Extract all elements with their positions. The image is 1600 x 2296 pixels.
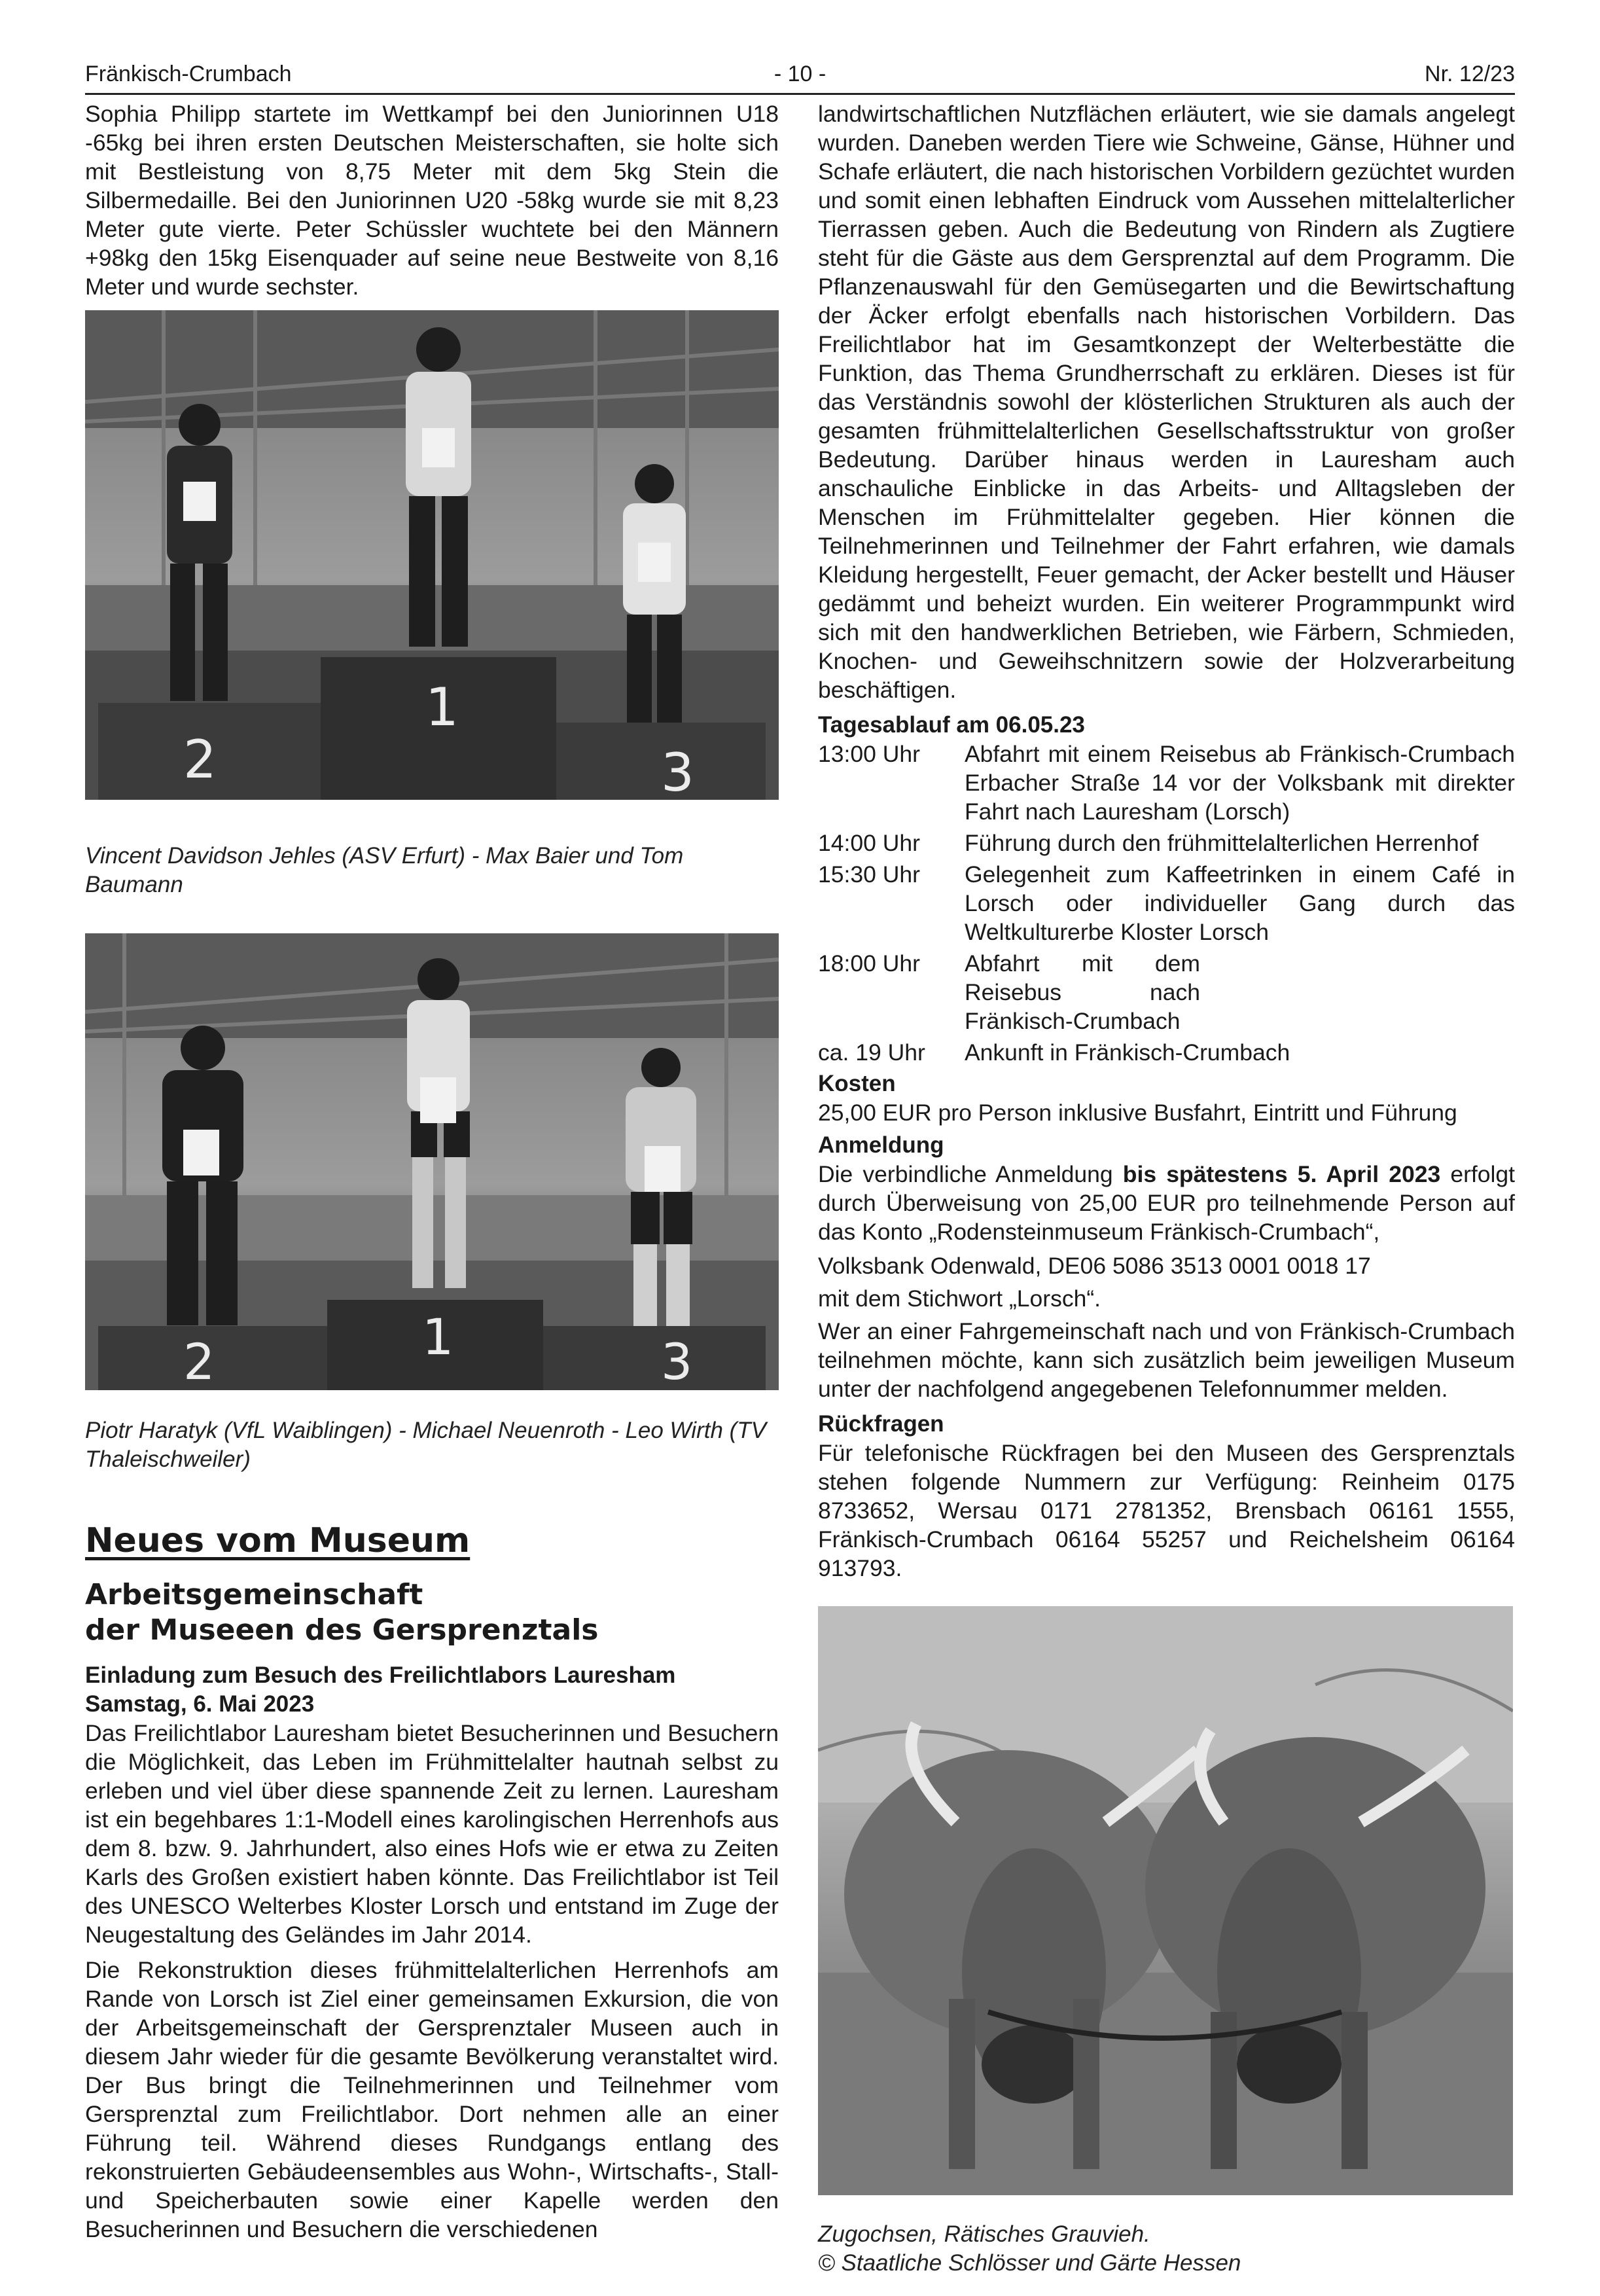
schedule-list bbox=[818, 740, 1515, 1067]
schedule-row bbox=[818, 740, 1515, 826]
podium-2-number: 2 bbox=[183, 729, 217, 790]
costs-title: Kosten bbox=[818, 1071, 896, 1096]
podium-1-number: 1 bbox=[422, 1308, 454, 1366]
event-title bbox=[85, 1661, 779, 1719]
oxen-photo bbox=[818, 1606, 1513, 2195]
registration-title: Anmeldung bbox=[818, 1132, 944, 1158]
photo2-caption: Piotr Haratyk (VfL Waiblingen) - Michael Neuenroth - Leo Wirth (TV Thaleischweiler) bbox=[85, 1418, 767, 1472]
schedule-text: Führung durch den frühmittelalterlichen Herrenhof bbox=[965, 830, 1479, 856]
article-paragraph-1: Das Freilichtlabor Lauresham bietet Besucherinnen und Besuchern die Möglichkeit, das Leben im Frühmittelalter hautnah selbst zu erleben und viel über diese spannende Zeit zu lernen. Lauresham ist ein begehbares 1:1-Modell eines karolingischen Herrenhofs aus dem 8. bzw. 9. Jahrhundert, also eines Hofs wie er etwa zu Zeiten Karls des Großen existiert haben könnte. Das Freilichtlabor ist Teil des UNESCO Welterbes Kloster Lorsch und entstand im Zuge der Neugestaltung des Geländes im Jahr 2014. bbox=[85, 1720, 779, 1948]
issue-number: Nr. 12/23 bbox=[1425, 62, 1515, 86]
schedule-time: ca. 19 Uhr bbox=[818, 1039, 925, 1066]
org-title bbox=[85, 1577, 779, 1648]
article-paragraph-2: Die Rekonstruktion dieses frühmittelalterlichen Herrenhofs am Rande von Lorsch ist Ziel einer gemeinsamen Exkursion, die von der Arbeitsgemeinschaft der Gersprenztaler Museen auch in diesem Jahr wieder für die gesamte Bevölkerung veranstaltet wird. Der Bus bringt die Teilnehmerinnen und Teilnehmer vom Gersprenztal zum Freilichtlabor. Dort nehmen alle an einer Führung teil. Während dieses Rundgangs entlang des rekonstruierten Gebäudeensembles aus Wohn-, Wirtschafts-, Stall- und Speicherbauten sowie einer Kapelle werden den Besucherinnen und Besuchern die verschiedenen bbox=[85, 1957, 779, 2242]
schedule-row bbox=[818, 860, 1515, 946]
schedule-title: Tagesablauf am 06.05.23 bbox=[818, 712, 1085, 738]
photo3-caption-line1: Zugochsen, Rätisches Grauvieh. bbox=[818, 2221, 1150, 2247]
photo3-caption-line2: © Staatliche Schlösser und Gärte Hessen bbox=[818, 2250, 1241, 2276]
podium-3-number: 3 bbox=[661, 742, 694, 800]
registration-text bbox=[818, 1160, 1515, 1246]
carpool-text: Wer an einer Fahrgemeinschaft nach und von Fränkisch-Crumbach teilnehmen möchte, kann sich zusätzlich beim jeweiligen Museum unter der nachfolgend angegebenen Telefonnummer melden. bbox=[818, 1318, 1515, 1402]
schedule-time: 13:00 Uhr bbox=[818, 741, 920, 767]
schedule-row bbox=[818, 949, 1515, 1035]
costs-text: 25,00 EUR pro Person inklusive Busfahrt, Eintritt und Führung bbox=[818, 1100, 1457, 1126]
left-column bbox=[85, 99, 779, 2244]
schedule-time: 18:00 Uhr bbox=[818, 950, 920, 977]
intro-paragraph: Sophia Philipp startete im Wettkampf bei den Juniorinnen U18 -65kg bei ihren ersten Deutschen Meisterschaften, sie holte sich mit Bestleistung von 8,75 Meter mit dem 5kg Stein die Silbermedaille. Bei den Juniorinnen U20 -58kg wurde sie mit 8,23 Meter gute vierte. Peter Schüssler wuchtete bei den Männern +98kg den 15kg Eisenquader auf seine neue Bestweite von 8,16 Meter und wurde sechster. bbox=[85, 101, 779, 300]
podium-photo-1 bbox=[85, 310, 779, 800]
page-number: - 10 - bbox=[773, 62, 827, 86]
header-title: Fränkisch-Crumbach bbox=[85, 62, 292, 86]
section-title: Neues vom Museum bbox=[85, 1521, 471, 1560]
questions-title: Rückfragen bbox=[818, 1411, 944, 1437]
schedule-row bbox=[818, 829, 1515, 857]
right-column bbox=[818, 99, 1515, 2278]
registration-text-start: Die verbindliche Anmeldung bbox=[818, 1161, 1123, 1187]
oxen-illustration bbox=[818, 1606, 1513, 2195]
schedule-time: 15:30 Uhr bbox=[818, 861, 920, 888]
podium-3-number: 3 bbox=[661, 1333, 693, 1390]
schedule-text: Abfahrt mit einem Reisebus ab Fränkisch-Crumbach Erbacher Straße 14 vor der Volksbank mit direkter Fahrt nach Lauresham (Lorsch) bbox=[965, 741, 1515, 825]
registration-deadline: bis spätestens 5. April 2023 bbox=[1122, 1161, 1441, 1187]
photo3-caption bbox=[818, 2220, 1515, 2278]
podium-2-number: 2 bbox=[183, 1333, 215, 1390]
schedule-text: Abfahrt mit dem Reisebus nach Fränkisch-Crumbach bbox=[965, 950, 1200, 1034]
bank-details: Volksbank Odenwald, DE06 5086 3513 0001 0018 17 bbox=[818, 1253, 1371, 1279]
schedule-row bbox=[818, 1038, 1515, 1067]
schedule-time: 14:00 Uhr bbox=[818, 830, 920, 856]
podium-photo-2 bbox=[85, 933, 779, 1390]
schedule-text: Ankunft in Fränkisch-Crumbach bbox=[965, 1039, 1290, 1066]
schedule-text: Gelegenheit zum Kaffeetrinken in einem Café in Lorsch oder individueller Gang durch das Weltkulturerbe Kloster Lorsch bbox=[965, 861, 1515, 945]
event-title-line2: Samstag, 6. Mai 2023 bbox=[85, 1691, 315, 1717]
photo1-caption: Vincent Davidson Jehles (ASV Erfurt) - Max Baier und Tom Baumann bbox=[85, 843, 684, 897]
org-title-line1: Arbeitsgemeinschaft bbox=[85, 1578, 423, 1611]
org-title-line2: der Museeen des Gersprenztals bbox=[85, 1613, 599, 1647]
article-paragraph-3: landwirtschaftlichen Nutzflächen erläutert, wie sie damals angelegt wurden. Daneben werden Tiere wie Schweine, Gänse, Hühner und Schafe erläutert, die nach historischen Vorbildern gezüchtet wurden und somit einen lebhaften Eindruck vom Aussehen mittelalterlicher Tierrassen geben. Auch die Bedeutung von Rindern als Zugtiere steht für die Gäste aus dem Gersprenztal auf dem Programm. Die Pflanzenauswahl für den Gemüsegarten und die Bewirtschaftung der Äcker erfolgt ebenfalls nach historischen Vorbildern. Das Freilichtlabor hat im Gesamtkonzept der Welterbestätte die Funktion, das Thema Grundherrschaft zu erklären. Dieses ist für das Verständnis sowohl der klösterlichen Strukturen als auch der gesamten frühmittelalterlichen Gesellschaftsstruktur von großer Bedeutung. Darüber hinaus werden in Lauresham auch anschauliche Einblicke in das Arbeits- und Alltagsleben der Menschen im Frühmittelalter gegeben. Hier können die Teilnehmerinnen und Teilnehmer der Fahrt erfahren, wie damals Kleidung hergestellt, Feuer gemacht, der Acker bestellt und Häuser gedämmt und beheizt wurden. Ein weiterer Programmpunkt wird sich mit den handwerklichen Betrieben, wie Färbern, Schmieden, Knochen- und Geweihschnitzern sowie der Holzverarbeitung beschäftigen. bbox=[818, 101, 1515, 703]
questions-text: Für telefonische Rückfragen bei den Museen des Gersprenztals stehen folgende Nummern zur Verfügung: Reinheim 0175 8733652, Wersau 0171 2781352, Brensbach 06161 1555, Fränkisch-Crumbach 06164 55257 und Reichelsheim 06164 913793. bbox=[818, 1440, 1515, 1581]
page-header bbox=[85, 59, 1515, 95]
transfer-keyword: mit dem Stichwort „Lorsch“. bbox=[818, 1285, 1101, 1312]
podium-1-number: 1 bbox=[425, 677, 459, 738]
event-title-line1: Einladung zum Besuch des Freilichtlabors Lauresham bbox=[85, 1662, 676, 1688]
registration-text-end: erfolgt durch Überweisung von 25,00 EUR pro teilnehmende Person auf das Konto „Rodensteinmuseum Fränkisch-Crumbach“, bbox=[818, 1161, 1516, 1245]
